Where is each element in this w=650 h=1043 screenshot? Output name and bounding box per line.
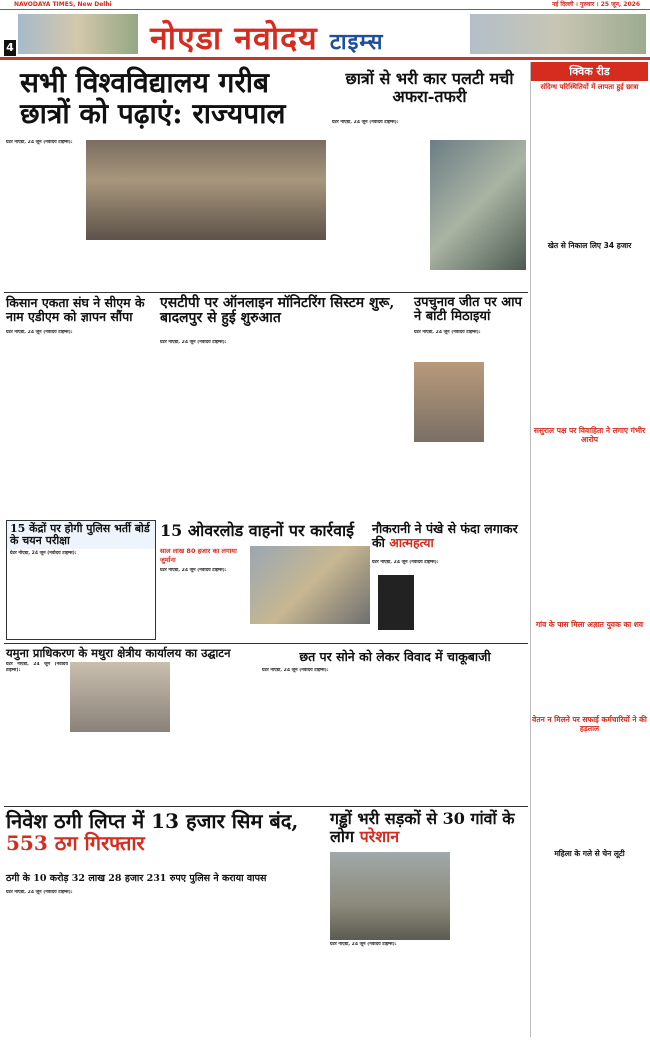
overload-photo (250, 546, 370, 624)
university-text-col1 (6, 140, 81, 265)
roads-headline (330, 810, 528, 845)
sidebar-headline-1: खेत से निकाल लिए 34 हजार (547, 241, 632, 250)
sidebar-text-4 (531, 631, 648, 711)
fraud-headline-red: 553 ठग गिरफ्तार (6, 831, 145, 855)
yamuna-text (6, 662, 68, 802)
car-accident-headline: छात्रों से भरी कार पलटी मची अफरा-तफरी (345, 69, 514, 106)
roads-photo (330, 852, 450, 940)
upchunav-photo (414, 362, 484, 442)
divider (4, 643, 528, 644)
sidebar-headline-4: वेतन न मिलने पर सफाई कर्मचारियों ने की हड़ताल (532, 715, 647, 733)
suicide-photo (378, 575, 414, 630)
sdt-text (160, 340, 410, 520)
quick-read-title: क्विक रीड (531, 62, 648, 81)
masthead-title-main: नोएडा नवोदय (150, 19, 318, 57)
yamuna-headline: यमुना प्राधिकरण के मथुरा क्षेत्रीय कार्यालय का उद्घाटन (6, 646, 231, 660)
top-strip (0, 0, 650, 10)
fraud-text (6, 890, 326, 1038)
roof-byline: ग्रेटर नोएडा, 24 जून (नवोदय टाइम्स): (262, 668, 329, 673)
university-text-cols (86, 243, 326, 283)
overload-byline: ग्रेटर नोएडा, 24 जून (नवोदय टाइम्स): (160, 568, 227, 573)
roads-text (330, 942, 528, 1037)
sidebar-headline-5: महिला के गले से चेन लूटी (554, 849, 625, 858)
exam-byline: ग्रेटर नोएडा, 24 जून (नवोदय टाइम्स): (10, 551, 77, 557)
page-number: 4 (4, 40, 16, 56)
divider (4, 806, 528, 807)
exam-box (6, 520, 156, 640)
car-accident-byline: ग्रेटर नोएडा, 24 जून (नवोदय टाइम्स): (332, 120, 399, 125)
suicide-headline-red: आत्महत्या (389, 534, 434, 550)
fraud-headline-black: निवेश ठगी लिप्त में 13 हजार सिम बंद, (6, 809, 299, 833)
sidebar-top-headline: संदिग्ध परिस्थितियों में लापता हुई छात्रा (540, 83, 639, 91)
roof-text (262, 668, 528, 803)
suicide-headline-black: नौकरानी ने पंखे से फंदा लगाकर की (372, 521, 518, 550)
overload-headline: 15 ओवरलोड वाहनों पर कार्रवाई (160, 521, 354, 540)
kisan-text (6, 330, 156, 510)
divider (4, 292, 528, 293)
yamuna-byline: ग्रेटर नोएडा, 24 जून (नवोदय टाइम्स): (6, 662, 68, 673)
roads-text-2 (452, 852, 528, 940)
roof-headline: छत पर सोने को लेकर विवाद में चाकूबाजी (299, 649, 491, 664)
roads-byline: ग्रेटर नोएडा, 24 जून (नवोदय टाइम्स): (330, 942, 397, 947)
upchunav-text (414, 330, 528, 360)
roads-headline-black: गड्ढों भरी सड़कों से 30 गांवों के लोग (330, 809, 515, 846)
roads-headline-red: परेशान (359, 826, 400, 846)
university-headline: सभी विश्वविद्यालय गरीब छात्रों को पढ़ाएं: राज्यपाल (20, 66, 286, 130)
sidebar-headline-2: ससुराल पक्ष पर विवाहिता ने लगाए गंभीर आरोप (533, 426, 646, 444)
sidebar-text-6 (531, 860, 648, 930)
suicide-byline: ग्रेटर नोएडा, 24 जून (नवोदय टाइम्स): (372, 560, 439, 565)
sidebar-text-3 (531, 446, 648, 616)
exam-headline: 15 केंद्रों पर होगी पुलिस भर्ती बोर्ड के चयन परीक्षा (7, 521, 155, 549)
kisan-headline: किसान एकता संघ ने सीएम के नाम एडीएम को ज्ञापन सौंपा (6, 295, 145, 324)
sidebar-headline-3: गांव के पास मिला अज्ञात युवक का शव (535, 620, 644, 629)
sidebar-text-1 (531, 92, 648, 237)
university-photo (86, 140, 326, 240)
suicide-headline (372, 522, 528, 550)
masthead-title-sub: टाइम्स (329, 29, 384, 55)
exam-text (7, 549, 155, 629)
masthead-title (150, 16, 383, 59)
sidebar-text-2 (531, 252, 648, 422)
fraud-byline: ग्रेटर नोएडा, 24 जून (नवोदय टाइम्स): (6, 890, 73, 895)
kisan-byline: ग्रेटर नोएडा, 24 जून (नवोदय टाइम्स): (6, 330, 73, 335)
yamuna-text-2 (70, 735, 260, 800)
upchunav-text-2 (414, 445, 528, 525)
yamuna-photo (70, 662, 170, 732)
sdt-headline: एसटीपी पर ऑनलाइन मॉनिटरिंग सिस्टम शुरू, बादलपुर से हुई शुरुआत (160, 295, 395, 327)
sidebar-text-5 (531, 735, 648, 845)
upchunav-byline: ग्रेटर नोएडा, 24 जून (नवोदय टाइम्स): (414, 330, 481, 335)
overload-text (160, 568, 248, 638)
masthead-image-left (18, 14, 138, 54)
sdt-byline: ग्रेटर नोएडा, 24 जून (नवोदय टाइम्स): (160, 340, 227, 345)
car-accident-photo (430, 140, 526, 270)
upchunav-headline: उपचुनाव जीत पर आप ने बांटी मिठाइयां (414, 295, 522, 325)
fraud-headline (6, 810, 326, 854)
fraud-subhead: ठगी के 10 करोड़ 32 लाख 28 हजार 231 रुपए पुलिस ने कराया वापस (6, 873, 267, 884)
masthead (0, 10, 650, 60)
date-line: नई दिल्ली । गुरुवार । 25 जून, 2026 (552, 1, 640, 8)
university-byline: ग्रेटर नोएडा, 24 जून (नवोदय टाइम्स): (6, 140, 73, 145)
brand-label: NAVODAYA TIMES, New Delhi (14, 1, 112, 8)
quick-read-sidebar (530, 62, 648, 1037)
masthead-image-right (470, 14, 646, 54)
overload-tag: साल लाख 80 हजार का लगाया जुर्माना (160, 547, 237, 564)
